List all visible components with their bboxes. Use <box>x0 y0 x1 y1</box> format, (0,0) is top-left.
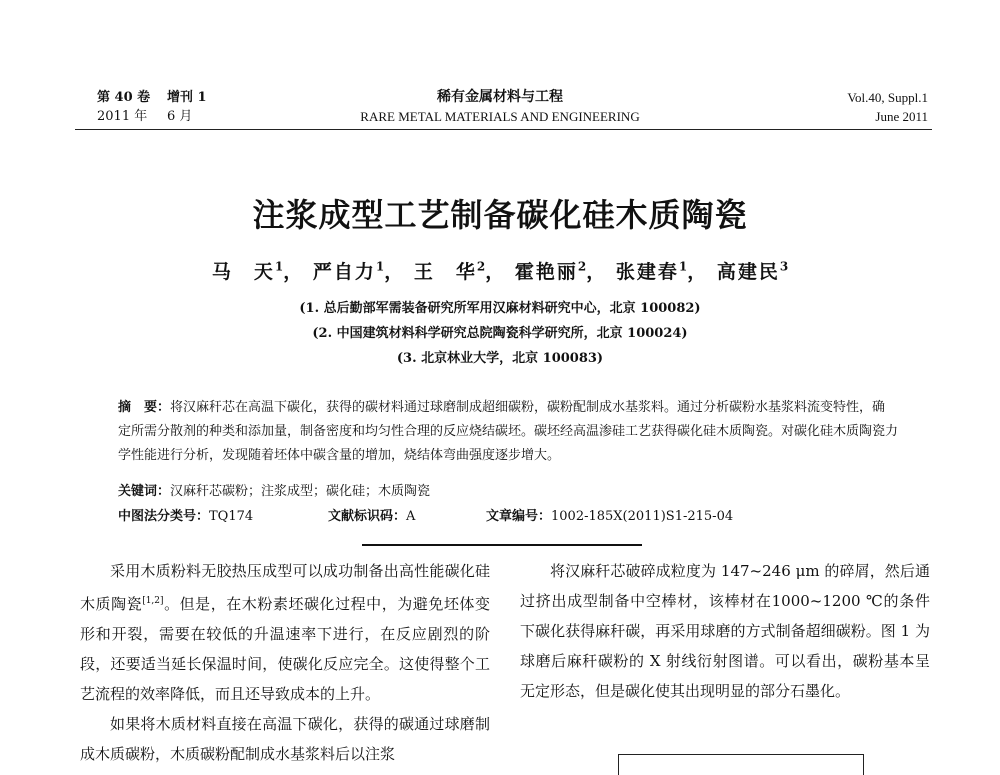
keywords-label: 关键词： <box>118 484 171 499</box>
clc-value: TQ174 <box>209 509 254 524</box>
author-sup: 1 <box>678 259 688 274</box>
article-value: 1002-185X(2011)S1-215-04 <box>551 509 734 524</box>
year: 2011 年 <box>97 109 148 124</box>
affiliation-3: (3. 北京林业大学，北京 100083) <box>396 351 604 366</box>
author: 张建春 <box>615 261 679 283</box>
author-sup: 2 <box>476 259 486 274</box>
volume: 第 40 卷 <box>97 90 151 105</box>
citation: [1,2] <box>142 596 164 606</box>
author: 严自力 <box>312 261 376 283</box>
doc-label: 文献标识码： <box>328 509 407 524</box>
classification <box>118 505 898 529</box>
body-paragraph <box>80 556 490 709</box>
figure-frame <box>618 754 864 775</box>
month: 6 月 <box>167 109 193 124</box>
vol-en: Vol.40, Suppl.1 <box>847 90 928 105</box>
body-left-column <box>80 556 490 769</box>
abstract <box>118 396 898 468</box>
affiliation-1: (1. 总后勤部军需装备研究所军用汉麻材料研究中心，北京 100082) <box>299 301 701 316</box>
issue: 增刊 1 <box>167 90 207 105</box>
abstract-label: 摘 要： <box>118 400 171 415</box>
abstract-text: 将汉麻秆芯在高温下碳化，获得的碳材料通过球磨制成超细碳粉，碳粉配制成水基浆料。通过分析碳粉水基浆料流变特性，确定所需分散剂的种类和添加量，制备密度和均匀性合理的反应烧结碳坯。碳坯经高温渗硅工艺获得碳化硅木质陶瓷。对碳化硅木质陶瓷力学性能进行分析，发现随着坯体中碳含量的增加，烧结体弯曲强度逐步增大。 <box>118 400 899 463</box>
header-center <box>300 88 700 126</box>
author: 王 华 <box>413 261 477 283</box>
doc-value: A <box>406 509 416 524</box>
journal-en: RARE METAL MATERIALS AND ENGINEERING <box>360 109 640 124</box>
author: 马 天 <box>211 261 275 283</box>
header-right <box>847 88 928 126</box>
author-sup: 1 <box>274 259 284 274</box>
author-list: 马 天$^1$， 严自力$^1$， 王 华$^2$， 霍艳丽$^2$， 张建春$^1$， 高建民$^3$ <box>211 259 789 283</box>
body-text: 采用木质粉料无胶热压成型可以成功制备出高性能碳化硅木质陶瓷 <box>80 562 490 613</box>
journal-cn: 稀有金属材料与工程 <box>437 89 563 105</box>
body-right-column <box>520 556 930 706</box>
author-sup: 2 <box>577 259 587 274</box>
header-left <box>97 88 207 126</box>
author-sup: 1 <box>375 259 385 274</box>
author: 高建民 <box>716 261 780 283</box>
article-label: 文章编号： <box>486 509 552 524</box>
body-paragraph: 将汉麻秆芯破碎成粒度为 147~246 μm 的碎屑，然后通过挤出成型制备中空棒材，该棒材在1000~1200 ℃的条件下碳化获得麻秆碳，再采用球磨的方式制备超细碳粉。图 1 为球磨后麻秆碳粉的 X 射线衍射图谱。可以看出，碳粉基本呈无定形态，但是碳化使其出现明显的部分石墨化。 <box>520 562 930 700</box>
keywords-text: 汉麻秆芯碳粉；注浆成型；碳化硅；木质陶瓷 <box>170 484 431 499</box>
clc-label: 中图法分类号： <box>118 509 210 524</box>
author: 霍艳丽 <box>514 261 578 283</box>
author-sup: 3 <box>779 259 789 274</box>
header-rule <box>75 129 932 130</box>
body-text: 。但是，在木粉素坯碳化过程中，为避免坯体变形和开裂，需要在较低的升温速率下进行，在反应剧烈的阶段，还要适当延长保温时间，使碳化反应完全。这使得整个工艺流程的效率降低，而且还导致成本的上升。 <box>80 595 490 703</box>
date-en: June 2011 <box>875 109 928 124</box>
body-paragraph: 如果将木质材料直接在高温下碳化，获得的碳通过球磨制成木质碳粉，木质碳粉配制成水基浆料后以注浆 <box>80 715 490 763</box>
affiliation-2: (2. 中国建筑材料科学研究总院陶瓷科学研究所，北京 100024) <box>312 326 688 341</box>
keywords <box>118 480 898 504</box>
section-rule <box>362 544 642 546</box>
paper-title: 注浆成型工艺制备碳化硅木质陶瓷 <box>252 196 748 234</box>
